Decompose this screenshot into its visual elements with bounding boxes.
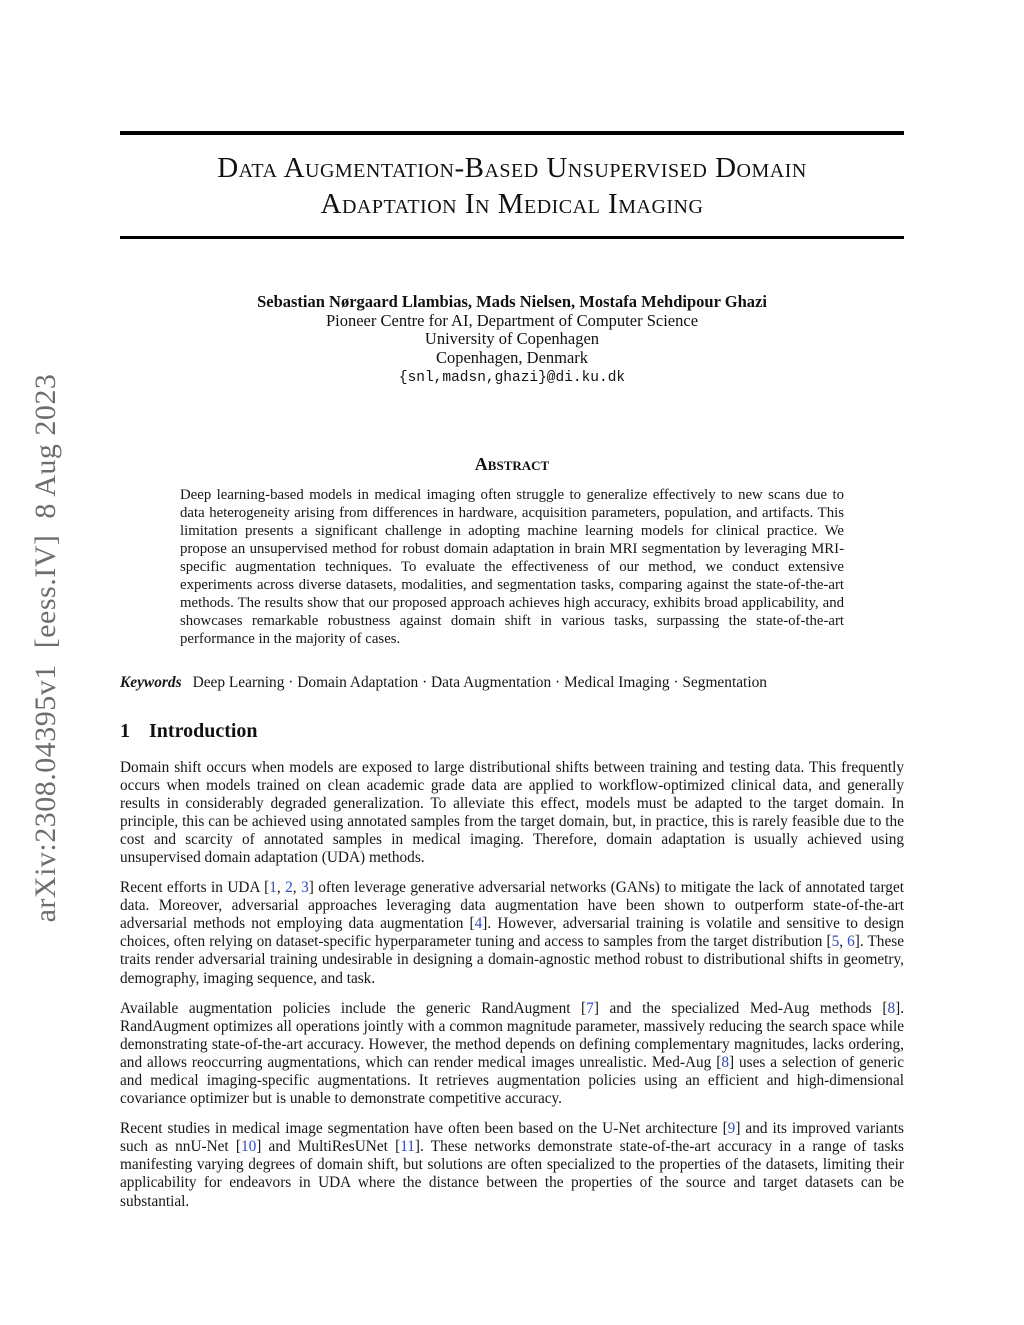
citation-link[interactable]: 1 [269, 879, 277, 897]
paragraph-text: Available augmentation policies include the generic RandAugment [ [120, 999, 587, 1017]
citation-link[interactable]: 10 [240, 1138, 257, 1156]
arxiv-watermark: arXiv:2308.04395v1 [eess.IV] 8 Aug 2023 [29, 373, 62, 923]
paragraph-text: Recent studies in medical image segmentation have often been based on the U-Net architecture [ [120, 1120, 728, 1138]
paragraph-text: ] and the specialized Med-Aug methods [ [593, 999, 888, 1017]
paper-title [120, 135, 904, 236]
paragraph-text: ] uses a selection of generic and medical imaging-specific augmentations. It retrieves augmentation policies using an efficient and high-dimensional covariance optimizer but is unable to demonstrate competitive accuracy. [120, 1053, 905, 1108]
author-block [120, 293, 904, 388]
introduction-paragraphs [120, 759, 904, 1211]
citation-link[interactable]: 9 [727, 1120, 736, 1138]
section-number: 1 [120, 719, 130, 742]
paragraph-text: ] often leverage generative adversarial networks (GANs) to mitigate the lack of annotated target data. Moreover, adversarial approaches leveraging data augmentation have been shown to outperform state-of-the-art adversarial methods not employing data augmentation [ [120, 879, 904, 933]
section-heading-introduction [120, 720, 904, 743]
paragraph-text: ]. These traits render adversarial training undesirable in designing a domain-agnostic method robust to distributional shifts in geometry, demography, imaging sequence, and task. [120, 933, 904, 987]
citation-link[interactable]: 3 [301, 879, 309, 897]
paragraph [120, 759, 904, 868]
paragraph [120, 1000, 904, 1109]
author-email: {snl,madsn,ghazi}@di.ku.dk [398, 370, 626, 386]
citation-link[interactable]: 8 [721, 1053, 729, 1071]
section-title: Introduction [149, 719, 258, 742]
paragraph-text: , [276, 879, 286, 897]
citation-link[interactable]: 4 [474, 915, 483, 933]
paragraph-text: , [292, 879, 302, 897]
keywords-label: Keywords [120, 673, 182, 691]
abstract-heading: Abstract [474, 453, 550, 474]
paragraph-text: Domain shift occurs when models are exposed to large distributional shifts between training and testing data. This frequently occurs when models trained on clean academic grade data are applied to workflow-optimized clinical data, and generally results in considerably degraded generalization. To alleviate this effect, models must be adapted to the target domain. In principle, this can be achieved using annotated samples from the target domain, but, in practice, this is rarely feasible due to the cost and scarcity of annotated samples in medical imaging. Therefore, domain adaptation is usually achieved using unsupervised domain adaptation (UDA) methods. [120, 758, 904, 866]
citation-link[interactable]: 5 [831, 933, 840, 951]
affiliation-line-2: University of Copenhagen [424, 329, 600, 348]
keywords-content: Deep Learning · Domain Adaptation · Data Augmentation · Medical Imaging · Segmentation [192, 673, 767, 691]
affiliation-line-3: Copenhagen, Denmark [435, 347, 589, 367]
paragraph-text: ]. RandAugment optimizes all operations jointly with a common magnitude parameter, massively reducing the search space while demonstrating state-of-the-art accuracy. However, the method depends on defining complementary magnitudes, lacks ordering, and allows reoccurring augmentations, which can render medical images unrealistic. Med-Aug [ [120, 999, 905, 1071]
paragraph [120, 879, 904, 988]
citation-link[interactable]: 8 [887, 999, 896, 1017]
abstract-text: Deep learning-based models in medical imaging often struggle to generalize effectively to new scans due to data heterogeneity arising from differences in hardware, acquisition parameters, population, and artifacts. This limitation presents a significant challenge in adopting machine learning models for clinical practice. We propose an unsupervised method for robust domain adaptation in brain MRI segmentation by leveraging MRI-specific augmentation techniques. To evaluate the effectiveness of our method, we conduct extensive experiments across diverse datasets, modalities, and segmentation tasks, comparing against the state-of-the-art methods. The results show that our proposed approach achieves high accuracy, exhibits broad applicability, and showcases remarkable robustness against domain shift in various tasks, surpassing the state-of-the-art performance in the majority of cases. [180, 486, 844, 647]
paragraph-text: ]. However, adversarial training is volatile and sensitive to design choices, often relying on dataset-specific hyperparameter tuning and access to samples from the target distribution [ [120, 915, 904, 951]
paragraph [120, 1120, 904, 1210]
keywords-line [120, 674, 904, 692]
paragraph-text: Recent efforts in UDA [ [120, 879, 270, 897]
citation-link[interactable]: 11 [400, 1138, 415, 1156]
author-names: Sebastian Nørgaard Llambias, Mads Nielsen, Mostafa Mehdipour Ghazi [257, 292, 767, 311]
paragraph-text: ]. These networks demonstrate state-of-the-art accuracy in a range of tasks manifesting varying degrees of domain shift, but solutions are often specialized to the properties of the datasets, limiting their applicability for endeavors in UDA where the distance between the properties of the source and target datasets can be substantial. [120, 1138, 905, 1210]
paper-title-line2: Adaptation In Medical Imaging [320, 187, 704, 220]
citation-link[interactable]: 6 [847, 933, 855, 951]
citation-link[interactable]: 2 [285, 879, 293, 897]
affiliation-line-1: Pioneer Centre for AI, Department of Computer Science [325, 310, 699, 330]
title-rule-bottom [120, 236, 904, 240]
paper-title-line1: Data Augmentation-Based Unsupervised Domain [217, 151, 807, 184]
paragraph-text: ] and its improved variants such as nnU-Net [ [120, 1120, 904, 1156]
paper-content [120, 0, 904, 1211]
citation-link[interactable]: 7 [586, 999, 594, 1017]
paragraph-text: , [839, 933, 848, 951]
paragraph-text: ] and MultiResUNet [ [256, 1138, 401, 1156]
